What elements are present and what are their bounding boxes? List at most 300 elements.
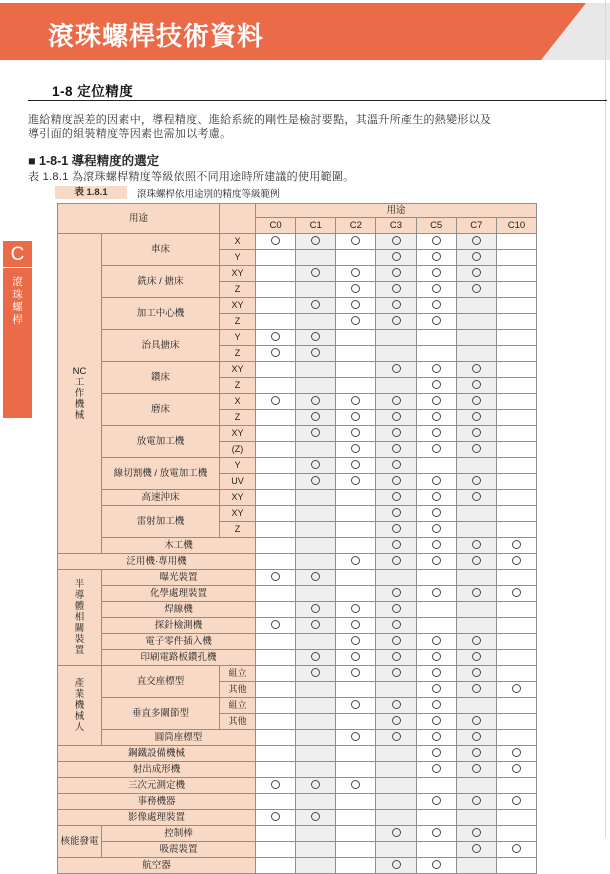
mark-circle bbox=[271, 332, 280, 341]
grade-cell-C3 bbox=[376, 762, 416, 778]
mark-circle bbox=[392, 524, 401, 533]
grade-cell-C1 bbox=[296, 474, 336, 490]
mark-circle bbox=[472, 556, 481, 565]
grade-cell-C2 bbox=[336, 826, 376, 842]
axis-cell: Y bbox=[220, 250, 256, 266]
grade-cell-C5 bbox=[416, 442, 456, 458]
grade-header-C5: C5 bbox=[416, 218, 456, 234]
grade-cell-C0 bbox=[256, 298, 296, 314]
grade-cell-C1 bbox=[296, 698, 336, 714]
grade-cell-C7 bbox=[456, 698, 496, 714]
mark-circle bbox=[432, 428, 441, 437]
grade-cell-C5 bbox=[416, 330, 456, 346]
grade-cell-C10 bbox=[496, 570, 536, 586]
grade-cell-C3 bbox=[376, 458, 416, 474]
grade-cell-C7 bbox=[456, 650, 496, 666]
grade-cell-C10 bbox=[496, 426, 536, 442]
grade-cell-C0 bbox=[256, 346, 296, 362]
mark-circle bbox=[432, 316, 441, 325]
grade-cell-C1 bbox=[296, 858, 336, 874]
group-vertical-label: 產 業 機 械 人 bbox=[74, 678, 85, 733]
grade-cell-C3 bbox=[376, 554, 416, 570]
mark-circle bbox=[512, 748, 521, 757]
grade-cell-C2 bbox=[336, 426, 376, 442]
grade-cell-C7 bbox=[456, 858, 496, 874]
grade-cell-C0 bbox=[256, 714, 296, 730]
grade-cell-C0 bbox=[256, 330, 296, 346]
mark-circle bbox=[392, 620, 401, 629]
grade-cell-C1 bbox=[296, 458, 336, 474]
table-row bbox=[58, 362, 537, 378]
mark-circle bbox=[311, 604, 320, 613]
grade-cell-C3 bbox=[376, 634, 416, 650]
grade-cell-C7 bbox=[456, 266, 496, 282]
grade-cell-C7 bbox=[456, 330, 496, 346]
axis-cell: 組立 bbox=[220, 666, 256, 682]
grade-cell-C1 bbox=[296, 250, 336, 266]
grade-cell-C5 bbox=[416, 666, 456, 682]
grade-header-C1: C1 bbox=[296, 218, 336, 234]
grade-cell-C5 bbox=[416, 410, 456, 426]
grade-cell-C3 bbox=[376, 362, 416, 378]
grade-cell-C1 bbox=[296, 346, 336, 362]
grade-cell-C1 bbox=[296, 714, 336, 730]
grade-cell-C0 bbox=[256, 746, 296, 762]
grade-cell-C10 bbox=[496, 682, 536, 698]
grade-cell-C10 bbox=[496, 490, 536, 506]
application-cell: 控制棒 bbox=[102, 826, 256, 842]
grade-cell-C10 bbox=[496, 314, 536, 330]
grade-cell-C7 bbox=[456, 570, 496, 586]
mark-circle bbox=[512, 844, 521, 853]
grade-cell-C1 bbox=[296, 234, 336, 250]
grade-cell-C7 bbox=[456, 810, 496, 826]
grade-cell-C0 bbox=[256, 410, 296, 426]
grade-cell-C0 bbox=[256, 426, 296, 442]
grade-cell-C0 bbox=[256, 762, 296, 778]
mark-circle bbox=[432, 684, 441, 693]
grade-cell-C7 bbox=[456, 506, 496, 522]
mark-circle bbox=[392, 428, 401, 437]
grade-cell-C7 bbox=[456, 522, 496, 538]
mark-circle bbox=[432, 588, 441, 597]
axis-cell: XY bbox=[220, 506, 256, 522]
mark-circle bbox=[351, 636, 360, 645]
grade-cell-C10 bbox=[496, 698, 536, 714]
grade-cell-C3 bbox=[376, 298, 416, 314]
grade-cell-C0 bbox=[256, 314, 296, 330]
grade-cell-C7 bbox=[456, 586, 496, 602]
grade-cell-C3 bbox=[376, 858, 416, 874]
grade-cell-C1 bbox=[296, 634, 336, 650]
application-cell: 高速沖床 bbox=[102, 490, 220, 506]
grade-cell-C2 bbox=[336, 282, 376, 298]
subsection-heading: ■ 1-8-1 導程精度的選定 bbox=[28, 154, 160, 168]
mark-circle bbox=[311, 652, 320, 661]
mark-circle bbox=[472, 716, 481, 725]
grade-cell-C1 bbox=[296, 842, 336, 858]
grade-cell-C7 bbox=[456, 794, 496, 810]
grade-cell-C1 bbox=[296, 394, 336, 410]
grade-cell-C10 bbox=[496, 714, 536, 730]
mark-circle bbox=[351, 428, 360, 437]
mark-circle bbox=[392, 492, 401, 501]
grade-cell-C10 bbox=[496, 410, 536, 426]
mark-circle bbox=[432, 540, 441, 549]
grade-cell-C0 bbox=[256, 778, 296, 794]
sidebar-chapter-tab bbox=[3, 241, 32, 418]
mark-circle bbox=[432, 524, 441, 533]
axis-cell: 其他 bbox=[220, 714, 256, 730]
grade-cell-C7 bbox=[456, 730, 496, 746]
grade-cell-C3 bbox=[376, 826, 416, 842]
grade-cell-C5 bbox=[416, 362, 456, 378]
grade-cell-C7 bbox=[456, 362, 496, 378]
grade-cell-C10 bbox=[496, 362, 536, 378]
grade-cell-C1 bbox=[296, 378, 336, 394]
mark-circle bbox=[432, 300, 441, 309]
table-row bbox=[58, 586, 537, 602]
grade-cell-C1 bbox=[296, 490, 336, 506]
grade-cell-C10 bbox=[496, 650, 536, 666]
grade-cell-C0 bbox=[256, 554, 296, 570]
grade-cell-C3 bbox=[376, 346, 416, 362]
grade-cell-C3 bbox=[376, 682, 416, 698]
mark-circle bbox=[392, 460, 401, 469]
application-cell: 線切割機 / 放電加工機 bbox=[102, 458, 220, 490]
table-caption bbox=[55, 186, 280, 199]
mark-circle bbox=[432, 556, 441, 565]
group-vertical-label: NC 工 作 機 械 bbox=[72, 366, 87, 421]
mark-circle bbox=[472, 796, 481, 805]
grade-cell-C3 bbox=[376, 746, 416, 762]
mark-circle bbox=[311, 300, 320, 309]
grade-cell-C5 bbox=[416, 234, 456, 250]
grade-cell-C2 bbox=[336, 666, 376, 682]
grade-cell-C1 bbox=[296, 442, 336, 458]
grade-cell-C10 bbox=[496, 282, 536, 298]
application-cell: 曝光裝置 bbox=[102, 570, 256, 586]
grade-cell-C0 bbox=[256, 362, 296, 378]
mark-circle bbox=[512, 556, 521, 565]
mark-circle bbox=[311, 460, 320, 469]
grade-cell-C3 bbox=[376, 314, 416, 330]
grade-cell-C2 bbox=[336, 522, 376, 538]
grade-cell-C1 bbox=[296, 826, 336, 842]
mark-circle bbox=[472, 764, 481, 773]
banner-title: 滾珠螺桿技術資料 bbox=[48, 21, 265, 51]
mark-circle bbox=[472, 428, 481, 437]
mark-circle bbox=[311, 332, 320, 341]
grade-cell-C10 bbox=[496, 778, 536, 794]
mark-circle bbox=[432, 268, 441, 277]
grade-cell-C2 bbox=[336, 746, 376, 762]
mark-circle bbox=[432, 652, 441, 661]
application-cell: 車床 bbox=[102, 234, 220, 266]
mark-circle bbox=[392, 268, 401, 277]
mark-circle bbox=[472, 748, 481, 757]
grade-cell-C3 bbox=[376, 538, 416, 554]
grade-cell-C1 bbox=[296, 330, 336, 346]
grade-cell-C0 bbox=[256, 650, 296, 666]
grade-cell-C10 bbox=[496, 762, 536, 778]
application-cell: 電子零件插入機 bbox=[102, 634, 256, 650]
grade-cell-C2 bbox=[336, 330, 376, 346]
grade-cell-C5 bbox=[416, 810, 456, 826]
grade-cell-C3 bbox=[376, 234, 416, 250]
grade-cell-C2 bbox=[336, 266, 376, 282]
application-cell: 鑽床 bbox=[102, 362, 220, 394]
grade-header-C0: C0 bbox=[256, 218, 296, 234]
grade-cell-C1 bbox=[296, 266, 336, 282]
group-vertical-label: 半 導 體 相 關 裝 置 bbox=[74, 579, 85, 656]
mark-circle bbox=[392, 636, 401, 645]
grade-cell-C2 bbox=[336, 298, 376, 314]
grade-cell-C0 bbox=[256, 698, 296, 714]
mark-circle bbox=[392, 652, 401, 661]
table-caption-label: 表 1.8.1 bbox=[55, 186, 127, 199]
grade-cell-C1 bbox=[296, 730, 336, 746]
grade-cell-C0 bbox=[256, 490, 296, 506]
grade-cell-C1 bbox=[296, 586, 336, 602]
mark-circle bbox=[432, 796, 441, 805]
grade-cell-C3 bbox=[376, 490, 416, 506]
application-cell: 磨床 bbox=[102, 394, 220, 426]
grade-cell-C10 bbox=[496, 298, 536, 314]
grade-cell-C5 bbox=[416, 634, 456, 650]
grade-cell-C5 bbox=[416, 282, 456, 298]
application-cell: 泛用機·專用機 bbox=[58, 554, 256, 570]
application-cell: 探針檢測機 bbox=[102, 618, 256, 634]
grade-cell-C0 bbox=[256, 458, 296, 474]
mark-circle bbox=[311, 396, 320, 405]
grade-header-C10: C10 bbox=[496, 218, 536, 234]
grade-cell-C7 bbox=[456, 250, 496, 266]
grade-cell-C5 bbox=[416, 346, 456, 362]
mark-circle bbox=[351, 556, 360, 565]
mark-circle bbox=[512, 588, 521, 597]
grade-cell-C10 bbox=[496, 378, 536, 394]
table-row bbox=[58, 842, 537, 858]
tab-divider-line bbox=[3, 267, 32, 268]
grade-cell-C5 bbox=[416, 266, 456, 282]
mark-circle bbox=[432, 700, 441, 709]
mark-circle bbox=[432, 364, 441, 373]
intro-paragraph-line-2: 導引面的組裝精度等因素也需加以考慮。 bbox=[28, 128, 232, 140]
grade-cell-C5 bbox=[416, 426, 456, 442]
grade-cell-C10 bbox=[496, 730, 536, 746]
grade-cell-C5 bbox=[416, 698, 456, 714]
page-right-edge-line bbox=[605, 0, 606, 838]
grade-cell-C1 bbox=[296, 506, 336, 522]
grade-cell-C7 bbox=[456, 346, 496, 362]
grade-cell-C10 bbox=[496, 458, 536, 474]
grade-cell-C7 bbox=[456, 490, 496, 506]
mark-circle bbox=[472, 236, 481, 245]
grade-cell-C10 bbox=[496, 506, 536, 522]
grade-cell-C3 bbox=[376, 426, 416, 442]
grade-cell-C7 bbox=[456, 298, 496, 314]
mark-circle bbox=[472, 588, 481, 597]
grade-cell-C7 bbox=[456, 234, 496, 250]
grade-cell-C5 bbox=[416, 826, 456, 842]
mark-circle bbox=[392, 540, 401, 549]
axis-cell: XY bbox=[220, 426, 256, 442]
grade-cell-C10 bbox=[496, 538, 536, 554]
group-cell: 核能發電 bbox=[58, 826, 102, 858]
mark-circle bbox=[512, 684, 521, 693]
mark-circle bbox=[392, 508, 401, 517]
application-cell: 三次元測定機 bbox=[58, 778, 256, 794]
table-caption-text: 滾珠螺桿依用途別的精度等級範例 bbox=[137, 188, 280, 200]
grade-cell-C5 bbox=[416, 554, 456, 570]
grade-cell-C7 bbox=[456, 538, 496, 554]
table-row bbox=[58, 778, 537, 794]
grade-cell-C0 bbox=[256, 666, 296, 682]
grade-cell-C5 bbox=[416, 506, 456, 522]
application-cell: 放電加工機 bbox=[102, 426, 220, 458]
grade-cell-C7 bbox=[456, 746, 496, 762]
grade-cell-C5 bbox=[416, 538, 456, 554]
grade-cell-C0 bbox=[256, 634, 296, 650]
mark-circle bbox=[432, 508, 441, 517]
application-cell: 圓筒座標型 bbox=[102, 730, 256, 746]
mark-circle bbox=[432, 764, 441, 773]
grade-cell-C0 bbox=[256, 474, 296, 490]
mark-circle bbox=[432, 828, 441, 837]
mark-circle bbox=[472, 444, 481, 453]
grade-cell-C1 bbox=[296, 410, 336, 426]
top-banner bbox=[0, 3, 610, 60]
mark-circle bbox=[432, 412, 441, 421]
intro-paragraph-line-1: 進給精度誤差的因素中，導程精度、進給系統的剛性是檢討要點，其溫升所產生的熱變形以及 bbox=[28, 114, 492, 126]
axis-cell: 其他 bbox=[220, 682, 256, 698]
grade-cell-C10 bbox=[496, 794, 536, 810]
grade-cell-C10 bbox=[496, 586, 536, 602]
grade-cell-C7 bbox=[456, 282, 496, 298]
axis-cell: Z bbox=[220, 346, 256, 362]
grade-cell-C0 bbox=[256, 826, 296, 842]
mark-circle bbox=[472, 828, 481, 837]
grade-cell-C3 bbox=[376, 602, 416, 618]
table-row bbox=[58, 234, 537, 250]
mark-circle bbox=[351, 476, 360, 485]
grade-cell-C5 bbox=[416, 458, 456, 474]
mark-circle bbox=[472, 492, 481, 501]
grade-cell-C1 bbox=[296, 570, 336, 586]
grade-cell-C2 bbox=[336, 682, 376, 698]
grade-cell-C1 bbox=[296, 522, 336, 538]
mark-circle bbox=[392, 588, 401, 597]
table-row bbox=[58, 506, 537, 522]
grade-cell-C2 bbox=[336, 634, 376, 650]
grade-cell-C1 bbox=[296, 778, 336, 794]
application-cell: 加工中心機 bbox=[102, 298, 220, 330]
mark-circle bbox=[392, 252, 401, 261]
grade-cell-C1 bbox=[296, 426, 336, 442]
application-cell: 垂直多關節型 bbox=[102, 698, 220, 730]
grade-cell-C0 bbox=[256, 602, 296, 618]
application-cell: 直交座標型 bbox=[102, 666, 220, 698]
grade-cell-C10 bbox=[496, 266, 536, 282]
table-row bbox=[58, 298, 537, 314]
table-row bbox=[58, 826, 537, 842]
grade-cell-C0 bbox=[256, 730, 296, 746]
grade-cell-C5 bbox=[416, 794, 456, 810]
group-cell bbox=[58, 570, 102, 666]
application-cell: 治具搪床 bbox=[102, 330, 220, 362]
grade-cell-C3 bbox=[376, 266, 416, 282]
mark-circle bbox=[351, 316, 360, 325]
application-cell: 鋼鐵設備機械 bbox=[58, 746, 256, 762]
grade-cell-C3 bbox=[376, 698, 416, 714]
grade-cell-C2 bbox=[336, 362, 376, 378]
mark-circle bbox=[432, 636, 441, 645]
grade-cell-C10 bbox=[496, 842, 536, 858]
grade-cell-C2 bbox=[336, 234, 376, 250]
grade-cell-C2 bbox=[336, 602, 376, 618]
table-row bbox=[58, 602, 537, 618]
axis-cell: Z bbox=[220, 378, 256, 394]
axis-cell: X bbox=[220, 234, 256, 250]
table-row bbox=[58, 794, 537, 810]
grade-cell-C2 bbox=[336, 858, 376, 874]
grade-cell-C10 bbox=[496, 234, 536, 250]
mark-circle bbox=[351, 396, 360, 405]
grade-cell-C5 bbox=[416, 602, 456, 618]
grade-cell-C2 bbox=[336, 506, 376, 522]
mark-circle bbox=[311, 268, 320, 277]
chapter-label: 滾 珠 螺 桿 bbox=[12, 276, 23, 326]
grade-cell-C2 bbox=[336, 394, 376, 410]
mark-circle bbox=[311, 620, 320, 629]
application-cell: 焊線機 bbox=[102, 602, 256, 618]
axis-cell: X bbox=[220, 394, 256, 410]
mark-circle bbox=[432, 492, 441, 501]
grade-cell-C1 bbox=[296, 746, 336, 762]
grade-header-C7: C7 bbox=[456, 218, 496, 234]
mark-circle bbox=[271, 236, 280, 245]
grade-cell-C10 bbox=[496, 554, 536, 570]
grade-cell-C0 bbox=[256, 570, 296, 586]
grade-cell-C0 bbox=[256, 234, 296, 250]
application-cell: 航空器 bbox=[58, 858, 256, 874]
grade-cell-C5 bbox=[416, 778, 456, 794]
grade-cell-C3 bbox=[376, 810, 416, 826]
axis-header-cell bbox=[220, 204, 256, 234]
table-row bbox=[58, 810, 537, 826]
mark-circle bbox=[392, 300, 401, 309]
grade-cell-C10 bbox=[496, 746, 536, 762]
mark-circle bbox=[472, 252, 481, 261]
mark-circle bbox=[472, 268, 481, 277]
mark-circle bbox=[472, 652, 481, 661]
grade-cell-C0 bbox=[256, 378, 296, 394]
mark-circle bbox=[432, 732, 441, 741]
grade-cell-C5 bbox=[416, 586, 456, 602]
grade-cell-C1 bbox=[296, 650, 336, 666]
grade-cell-C0 bbox=[256, 618, 296, 634]
axis-cell: Z bbox=[220, 522, 256, 538]
mark-circle bbox=[392, 284, 401, 293]
grade-cell-C7 bbox=[456, 442, 496, 458]
grade-cell-C2 bbox=[336, 314, 376, 330]
grade-cell-C7 bbox=[456, 602, 496, 618]
grade-cell-C10 bbox=[496, 330, 536, 346]
grade-cell-C1 bbox=[296, 362, 336, 378]
mark-circle bbox=[392, 716, 401, 725]
axis-cell: Z bbox=[220, 410, 256, 426]
